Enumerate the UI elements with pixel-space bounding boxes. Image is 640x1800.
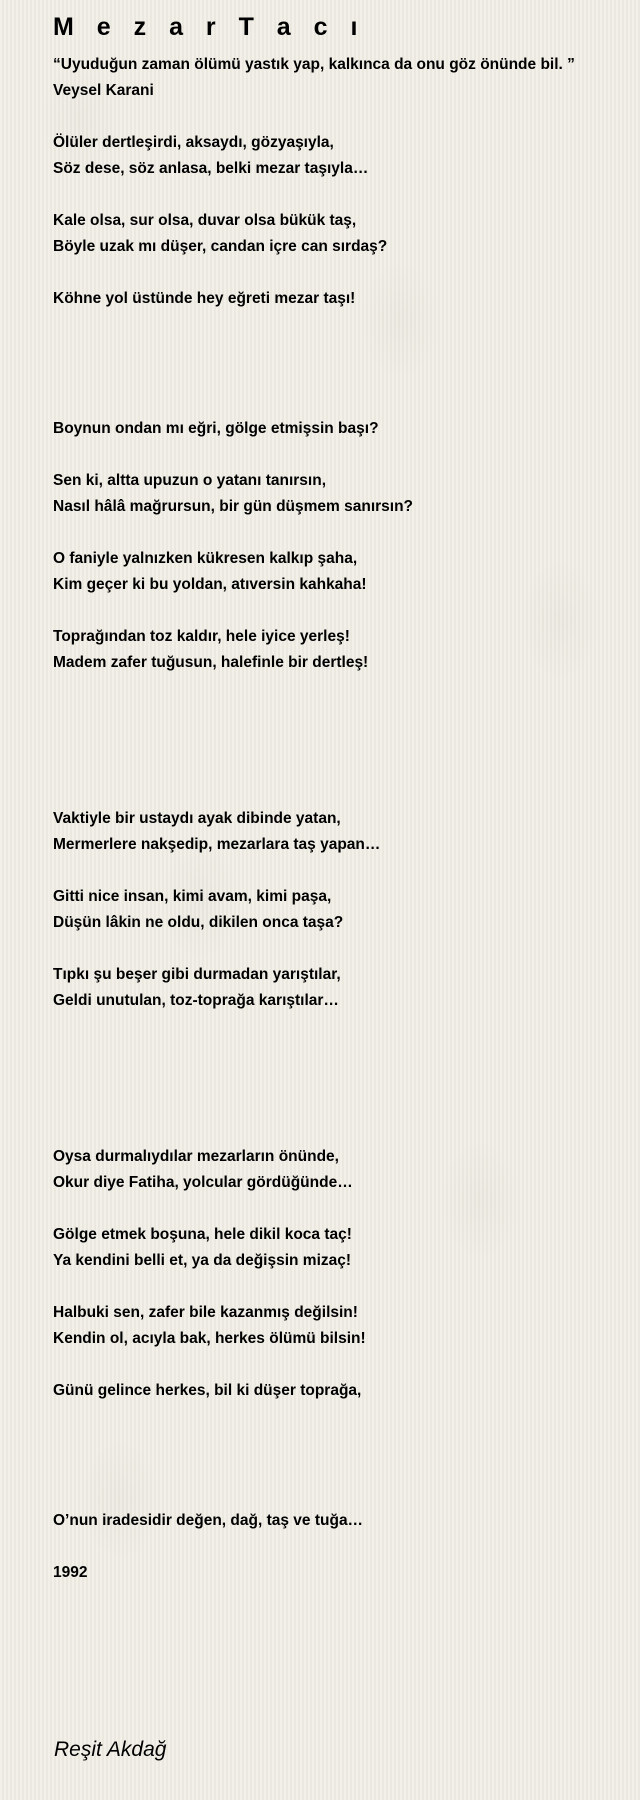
poem-line: Gölge etmek boşuna, hele dikil koca taç! [53, 1226, 352, 1243]
poem-line: O faniyle yalnızken kükresen kalkıp şaha, [53, 550, 358, 567]
blank-line [53, 1534, 623, 1560]
poem-line: O’nun iradesidir değen, dağ, taş ve tuğa… [53, 1512, 364, 1529]
poem-line: Halbuki sen, zafer bile kazanmış değilsin! [53, 1304, 358, 1321]
poem-line: Vaktiyle bir ustaydı ayak dibinde yatan, [53, 810, 341, 827]
poem-line: Kim geçer ki bu yoldan, atıversin kahkaha! [53, 576, 367, 593]
poem-line: Mermerlere nakşedip, mezarlara taş yapan… [53, 836, 381, 853]
blank-line [53, 1404, 623, 1430]
blank-line [53, 1196, 623, 1222]
blank-line [53, 260, 623, 286]
blank-line [53, 1040, 623, 1066]
blank-line [53, 754, 623, 780]
poem-line: Böyle uzak mı düşer, candan içre can sırdaş? [53, 238, 388, 255]
poem-line: Nasıl hâlâ mağrursun, bir gün düşmem sanırsın? [53, 498, 414, 515]
blank-line [53, 1482, 623, 1508]
poem-line: Okur diye Fatiha, yolcular gördüğünde… [53, 1174, 353, 1191]
poem-line: Madem zafer tuğusun, halefinle bir dertleş! [53, 654, 369, 671]
blank-line [53, 598, 623, 624]
blank-line [53, 728, 623, 754]
blank-line [53, 338, 623, 364]
blank-line [53, 1456, 623, 1482]
poem-line: Boynun ondan mı eğri, gölge etmişsin başı? [53, 420, 379, 437]
poem-title: M e z a r T a c ı [53, 13, 366, 41]
poem-line: Geldi unutulan, toz-toprağa karıştılar… [53, 992, 339, 1009]
poem-line: Sen ki, altta upuzun o yatanı tanırsın, [53, 472, 327, 489]
poem-line: Gitti nice insan, kimi avam, kimi paşa, [53, 888, 332, 905]
blank-line [53, 1118, 623, 1144]
poem-line: Toprağından toz kaldır, hele iyice yerleş! [53, 628, 350, 645]
blank-line [53, 1274, 623, 1300]
blank-line [53, 364, 623, 390]
poem-body [53, 52, 623, 1586]
blank-line [53, 1092, 623, 1118]
blank-line [53, 104, 623, 130]
poem-line: Tıpkı şu beşer gibi durmadan yarıştılar, [53, 966, 341, 983]
poem-line: “Uyuduğun zaman ölümü yastık yap, kalkınca da onu göz önünde bil. ” [53, 56, 575, 73]
poem-line: Kendin ol, acıyla bak, herkes ölümü bilsin! [53, 1330, 366, 1347]
blank-line [53, 1014, 623, 1040]
blank-line [53, 1430, 623, 1456]
blank-line [53, 780, 623, 806]
blank-line [53, 182, 623, 208]
blank-line [53, 1066, 623, 1092]
poem-line: Kale olsa, sur olsa, duvar olsa bükük taş, [53, 212, 357, 229]
blank-line [53, 936, 623, 962]
poem-line: Söz dese, söz anlasa, belki mezar taşıyla… [53, 160, 369, 177]
blank-line [53, 676, 623, 702]
poem-line: Ölüler dertleşirdi, aksaydı, gözyaşıyla, [53, 134, 334, 151]
blank-line [53, 520, 623, 546]
blank-line [53, 702, 623, 728]
poem-line: Oysa durmalıydılar mezarların önünde, [53, 1148, 339, 1165]
poem-line: Veysel Karani [53, 82, 154, 99]
blank-line [53, 442, 623, 468]
poem-line: Düşün lâkin ne oldu, dikilen onca taşa? [53, 914, 344, 931]
blank-line [53, 1352, 623, 1378]
blank-line [53, 390, 623, 416]
blank-line [53, 858, 623, 884]
poem-line: 1992 [53, 1564, 88, 1581]
poem-line: Ya kendini belli et, ya da değişsin mizaç! [53, 1252, 352, 1269]
blank-line [53, 312, 623, 338]
poem-author: Reşit Akdağ [54, 1738, 167, 1761]
poem-line: Günü gelince herkes, bil ki düşer toprağa, [53, 1382, 362, 1399]
poem-line: Köhne yol üstünde hey eğreti mezar taşı! [53, 290, 356, 307]
